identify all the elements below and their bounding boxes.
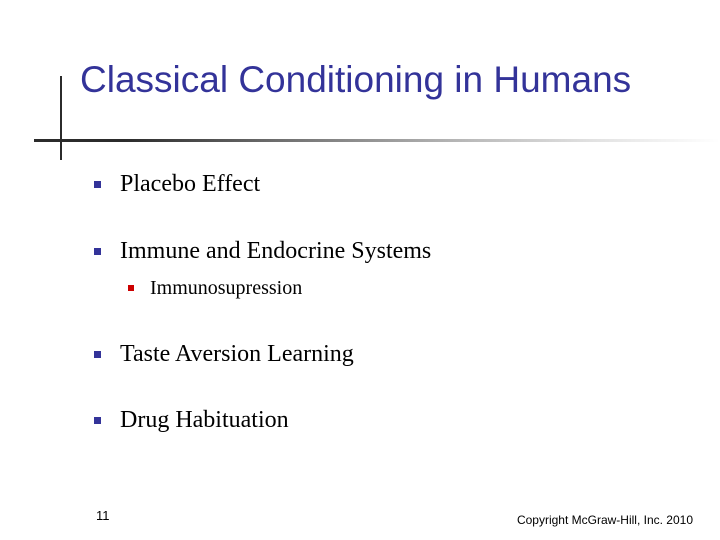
- bullet-text: Placebo Effect: [120, 170, 261, 197]
- bullet-text: Drug Habituation: [120, 406, 289, 433]
- bullet-square-icon: [94, 417, 101, 424]
- slide-title: Classical Conditioning in Humans: [80, 59, 632, 100]
- sub-bullet-text: Immunosupression: [150, 276, 303, 299]
- bullet-item: [94, 167, 260, 201]
- sub-bullet-item: [128, 274, 302, 302]
- bullet-square-icon: [94, 181, 101, 188]
- bullet-text: Immune and Endocrine Systems: [120, 237, 432, 264]
- slide-number: 11: [96, 508, 110, 523]
- bullet-square-icon: [94, 248, 101, 255]
- copyright-notice: Copyright McGraw-Hill, Inc. 2010: [516, 513, 693, 527]
- bullet-square-icon: [94, 351, 101, 358]
- bullet-text: Taste Aversion Learning: [120, 340, 354, 367]
- bullet-item: [94, 403, 289, 437]
- bullet-item: [94, 234, 431, 268]
- sub-bullet-square-icon: [128, 285, 134, 291]
- bullet-item: [94, 337, 354, 371]
